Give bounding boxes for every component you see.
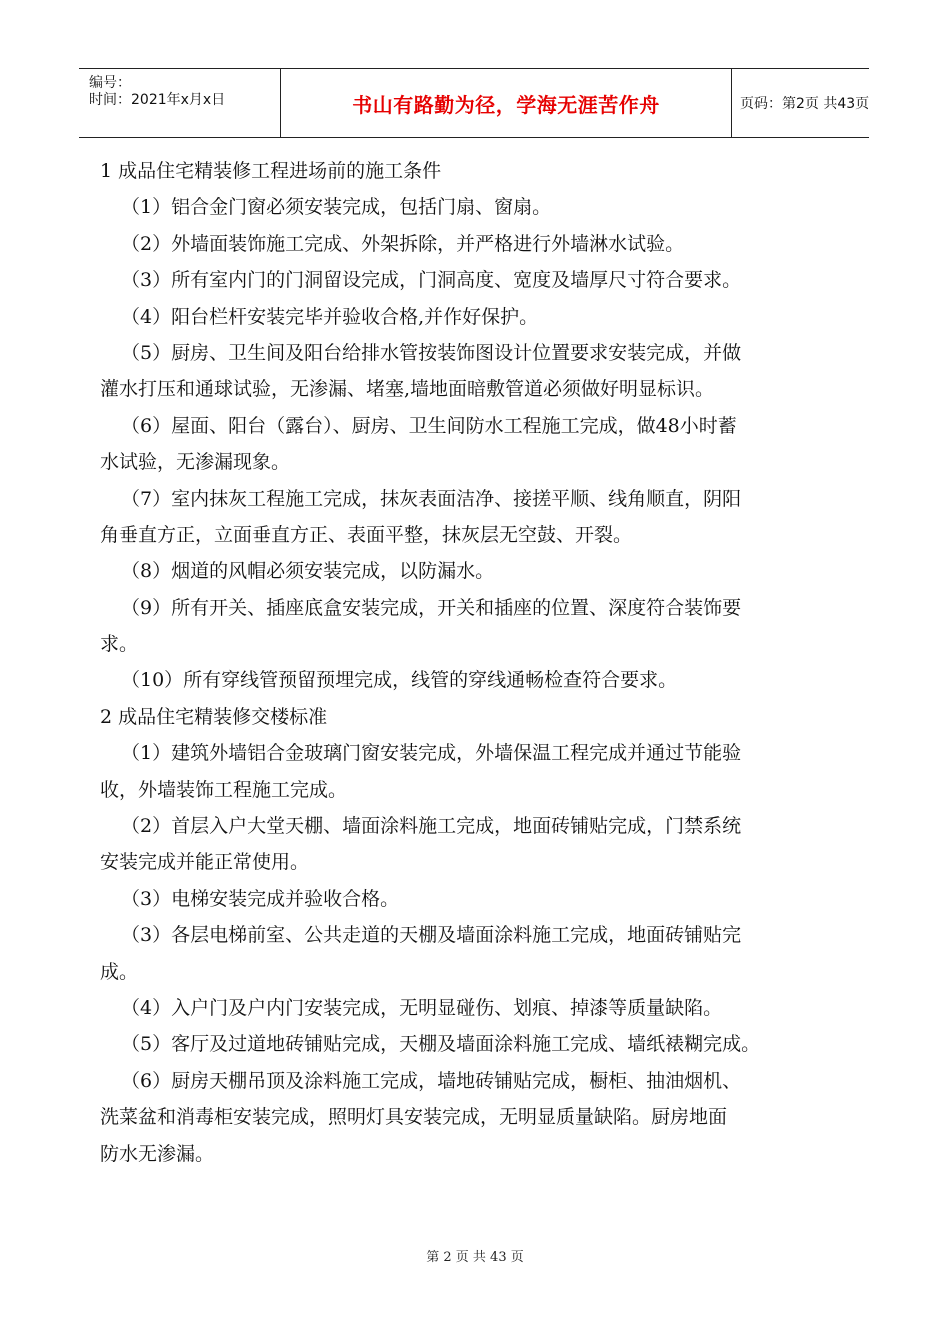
paragraph-line: （7）室内抹灰工程施工完成，抹灰表面洁净、接搓平顺、线角顺直，阴阳 [121,487,742,510]
paragraph-line: （2）首层入户大堂天棚、墙面涂料施工完成，地面砖铺贴完成，门禁系统 [121,815,742,838]
time-label: 时间：2021年x月x日 [89,92,226,108]
paragraph-line: （3）各层电梯前室、公共走道的天棚及墙面涂料施工完成，地面砖铺贴完 [121,924,742,947]
paragraph-line: 收，外墙装饰工程施工完成。 [100,778,348,801]
paragraph-line: （5）厨房、卫生间及阳台给排水管按装饰图设计位置要求安装完成，并做 [121,341,742,364]
paragraph-line: （9）所有开关、插座底盒安装完成，开关和插座的位置、深度符合装饰要 [121,596,742,619]
paragraph-line: 灌水打压和通球试验，无渗漏、堵塞,墙地面暗敷管道必须做好明显标识。 [100,378,715,401]
paragraph-line: （3）电梯安装完成并验收合格。 [121,887,400,910]
header-meta [79,69,281,137]
paragraph-line: 求。 [100,633,139,656]
page-footer: 第 2 页 共 43 页 [426,1250,524,1265]
paragraph-line: 角垂直方正，立面垂直方正、表面平整，抹灰层无空鼓、开裂。 [100,523,633,546]
paragraph-line: （4）阳台栏杆安装完毕并验收合格,并作好保护。 [121,305,539,328]
paragraph-line: 水试验，无渗漏现象。 [100,451,291,474]
document-header [79,68,869,138]
paragraph-line: （3）所有室内门的门洞留设完成，门洞高度、宽度及墙厚尺寸符合要求。 [121,269,742,292]
header-page-info: 页码：第2页 共43页 [740,96,870,112]
paragraph-line: 洗菜盆和消毒柜安装完成，照明灯具安装完成，无明显质量缺陷。厨房地面 [100,1106,728,1129]
paragraph-line: （10）所有穿线管预留预埋完成，线管的穿线通畅检查符合要求。 [121,669,678,692]
paragraph-line: （8）烟道的风帽必须安装完成，以防漏水。 [121,560,495,583]
paragraph-line: （2）外墙面装饰施工完成、外架拆除，并严格进行外墙淋水试验。 [121,232,685,255]
paragraph-line: （1）建筑外墙铝合金玻璃门窗安装完成，外墙保温工程完成并通过节能验 [121,742,742,765]
paragraph-line: （6）屋面、阳台（露台）、厨房、卫生间防水工程施工完成，做48小时蓄 [121,414,737,437]
document-body [100,153,852,1172]
paragraph-line: 成。 [100,960,139,983]
paragraph-line: 安装完成并能正常使用。 [100,851,310,874]
paragraph-line: （1）铝合金门窗必须安装完成，包括门扇、窗扇。 [121,196,552,219]
section-heading: 2 成品住宅精装修交楼标准 [100,705,328,728]
paragraph-line: 防水无渗漏。 [100,1142,215,1165]
paragraph-line: （5）客厅及过道地砖铺贴完成，天棚及墙面涂料施工完成、墙纸裱糊完成。 [121,1033,761,1056]
paragraph-line: （4）入户门及户内门安装完成，无明显碰伤、划痕、掉漆等质量缺陷。 [121,996,723,1019]
section-heading: 1 成品住宅精装修工程进场前的施工条件 [100,160,442,182]
code-label: 编号： [89,75,131,91]
paragraph-line: （6）厨房天棚吊顶及涂料施工完成，墙地砖铺贴完成，橱柜、抽油烟机、 [121,1069,742,1092]
header-motto: 书山有路勤为径，学海无涯苦作舟 [281,69,732,137]
